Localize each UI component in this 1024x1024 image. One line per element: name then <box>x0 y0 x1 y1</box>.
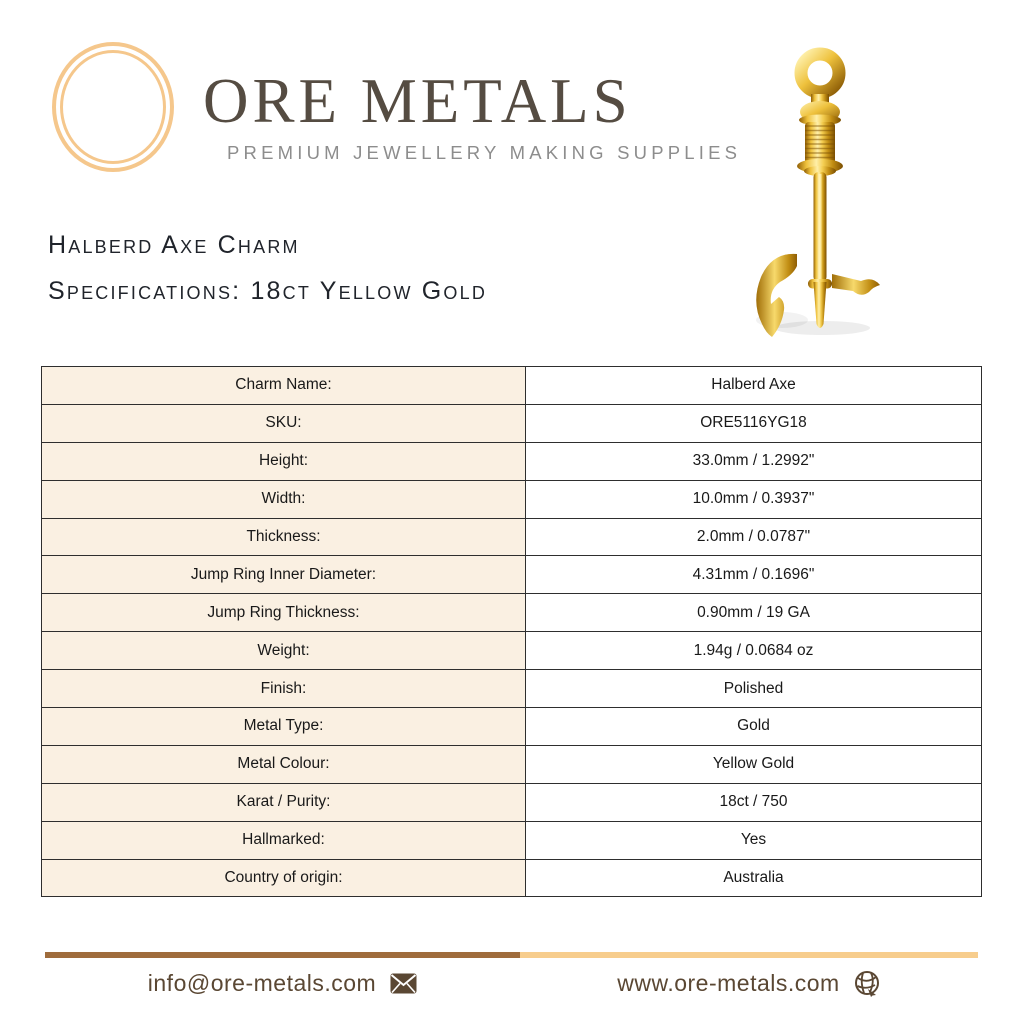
spec-label-cell: Hallmarked: <box>42 821 526 859</box>
spec-row <box>42 745 982 783</box>
spec-value-cell: Polished <box>526 670 982 708</box>
spec-label-cell: SKU: <box>42 404 526 442</box>
footer-divider <box>45 952 978 958</box>
inner-ring <box>60 50 166 164</box>
envelope-icon <box>390 973 417 994</box>
spec-value-cell: Australia <box>526 859 982 897</box>
spec-value-cell: 4.31mm / 0.1696" <box>526 556 982 594</box>
spec-label-cell: Metal Type: <box>42 708 526 746</box>
website-link[interactable]: www.ore-metals.com <box>617 969 840 996</box>
spec-value-cell: Gold <box>526 708 982 746</box>
footer-divider-brown <box>45 952 520 958</box>
spec-row <box>42 594 982 632</box>
spec-row <box>42 442 982 480</box>
spec-row <box>42 708 982 746</box>
spec-value-cell: 1.94g / 0.0684 oz <box>526 632 982 670</box>
spec-label-cell: Jump Ring Inner Diameter: <box>42 556 526 594</box>
spec-row <box>42 556 982 594</box>
spec-value-cell: 33.0mm / 1.2992" <box>526 442 982 480</box>
spec-value-cell: Yes <box>526 821 982 859</box>
spec-row <box>42 367 982 405</box>
spec-value-cell: 2.0mm / 0.0787" <box>526 518 982 556</box>
spec-value-cell: 10.0mm / 0.3937" <box>526 480 982 518</box>
brand-name: ORE METALS <box>203 66 632 136</box>
spec-value-cell: Yellow Gold <box>526 745 982 783</box>
spec-label-cell: Jump Ring Thickness: <box>42 594 526 632</box>
product-subtitle: Specifications: 18ct Yellow Gold <box>48 277 488 305</box>
footer-email-group <box>45 962 520 1004</box>
spec-value-cell: Halberd Axe <box>526 367 982 405</box>
spec-row <box>42 670 982 708</box>
spec-row <box>42 783 982 821</box>
spec-label-cell: Charm Name: <box>42 367 526 405</box>
product-title: Halberd Axe Charm <box>48 231 300 259</box>
footer-divider-gold <box>520 952 978 958</box>
spec-label-cell: Metal Colour: <box>42 745 526 783</box>
spec-label-cell: Thickness: <box>42 518 526 556</box>
spec-row <box>42 821 982 859</box>
email-link[interactable]: info@ore-metals.com <box>147 969 377 996</box>
spec-value-cell: 0.90mm / 19 GA <box>526 594 982 632</box>
spec-label-cell: Weight: <box>42 632 526 670</box>
spec-label-cell: Finish: <box>42 670 526 708</box>
globe-icon <box>854 970 881 997</box>
spec-value-cell: ORE5116YG18 <box>526 404 982 442</box>
spec-label-cell: Karat / Purity: <box>42 783 526 821</box>
double-ring-icon <box>52 42 174 172</box>
spec-label-cell: Width: <box>42 480 526 518</box>
halberd-axe-charm-photo <box>742 40 918 338</box>
spec-label-cell: Height: <box>42 442 526 480</box>
spec-label-cell: Country of origin: <box>42 859 526 897</box>
footer <box>45 962 978 1004</box>
spec-row <box>42 632 982 670</box>
spec-table <box>41 366 982 897</box>
brand-block <box>203 66 742 164</box>
spec-row <box>42 518 982 556</box>
brand-tagline: PREMIUM JEWELLERY MAKING SUPPLIES <box>227 142 742 163</box>
spec-row <box>42 480 982 518</box>
footer-website-group <box>520 962 978 1004</box>
spec-value-cell: 18ct / 750 <box>526 783 982 821</box>
product-title-block <box>48 222 487 314</box>
spec-table-body <box>42 367 982 897</box>
spec-row <box>42 404 982 442</box>
spec-row <box>42 859 982 897</box>
